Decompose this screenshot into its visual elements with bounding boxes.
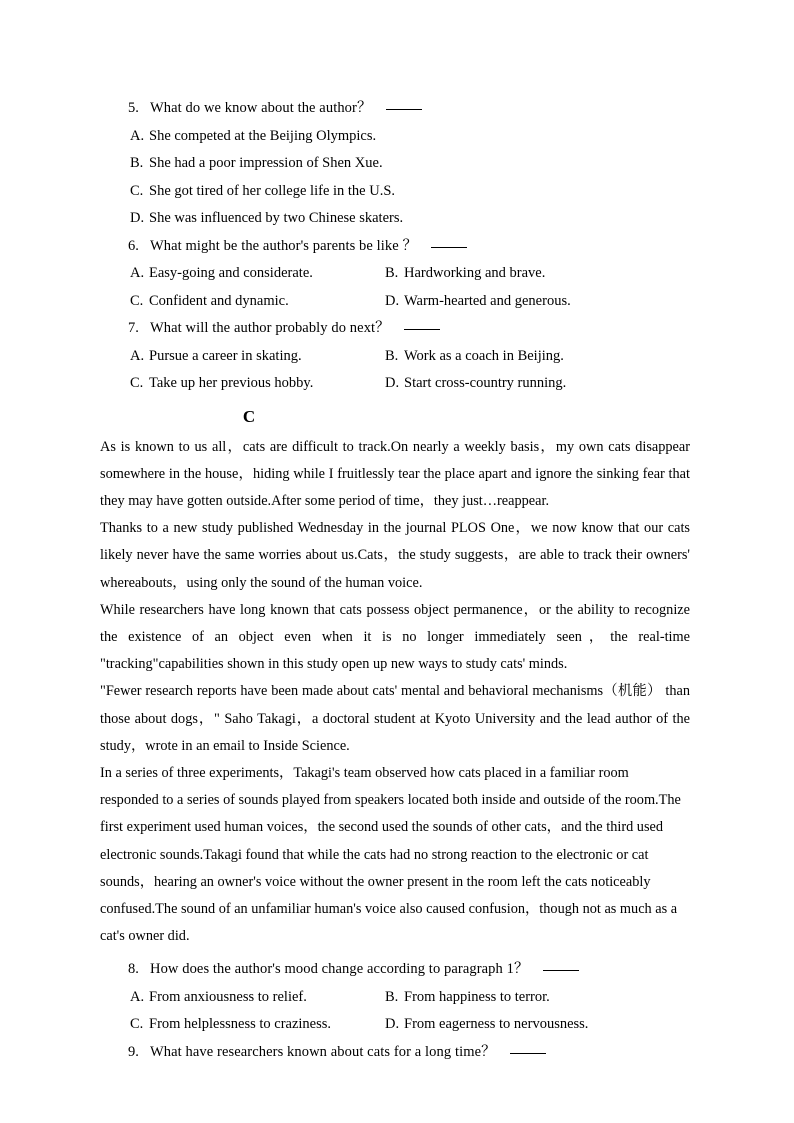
question-number-9: 9. — [128, 1043, 139, 1060]
option-text: Pursue a career in skating. — [149, 347, 302, 364]
option-letter: D. — [385, 292, 400, 309]
passage-paragraph-3: While researchers have long known that cats possess object permanence，or the ability to recognize the existence of an object even when it is no longer immediately seen，the real-time "tracking"capabilities shown in this study open up new ways to study cats' minds. — [100, 601, 690, 673]
passage-paragraph-1: As is known to us all，cats are difficult to track.On nearly a weekly basis，my own cats disappear somewhere in the house，hiding while I fruitlessly tear the place apart and ignore the sinking fear that they may have gotten outside.After some period of time，they just…reappear. — [100, 438, 690, 509]
option-7-d[interactable] — [385, 370, 566, 398]
option-text: Confident and dynamic. — [149, 292, 289, 309]
question-text-6: What might be the author's parents be like ？ — [150, 237, 418, 254]
question-number-8: 8. — [128, 961, 139, 978]
option-text: From happiness to terror. — [404, 988, 550, 1005]
question-stem-8 — [100, 956, 694, 984]
option-text: Work as a coach in Beijing. — [404, 347, 564, 364]
option-text: She was influenced by two Chinese skaters. — [149, 210, 404, 226]
option-6-d[interactable] — [385, 288, 571, 316]
option-5-d[interactable] — [100, 205, 694, 233]
option-row-8-ab — [100, 984, 694, 1012]
option-text: She got tired of her college life in the U.S. — [149, 182, 396, 199]
option-text: Start cross-country running. — [404, 375, 567, 391]
option-row-6-ab — [100, 260, 694, 288]
option-text: Hardworking and brave. — [404, 265, 546, 281]
question-number-5: 5. — [128, 100, 139, 116]
answer-blank-7[interactable] — [404, 319, 440, 330]
passage-paragraph-2: Thanks to a new study published Wednesday in the journal PLOS One，we now know that our cats likely never have the same worries about us.Cats，the study suggests，are able to track their owners' whereabouts，using only the sound of the human voice. — [100, 520, 690, 591]
option-letter: D. — [385, 1016, 400, 1033]
question-stem-5 — [100, 95, 694, 123]
question-block-8 — [100, 956, 694, 1039]
option-8-d[interactable] — [385, 1011, 588, 1039]
question-block-7 — [100, 315, 694, 398]
option-letter: D. — [385, 375, 400, 391]
option-letter: B. — [385, 347, 399, 364]
option-6-b[interactable] — [385, 260, 545, 288]
option-5-a[interactable] — [100, 123, 694, 151]
option-7-c[interactable] — [130, 375, 313, 391]
option-text: She had a poor impression of Shen Xue. — [149, 155, 383, 171]
answer-blank-5[interactable] — [386, 99, 422, 110]
passage-paragraph-5: In a series of three experiments，Takagi's team observed how cats placed in a familiar room responded to a series of sounds played from speakers located both inside and outside of the room.The first experiment used human voices，the second used the sounds of other cats，and the third used electronic sounds.Takagi found that while the cats had no strong reaction to the electronic or cat sounds，hearing an owner's voice without the owner present in the room left the cats noticeably confused.The sound of an unfamiliar human's voice also caused confusion，though not as much as a cat's owner did. — [100, 764, 681, 945]
reading-passage — [100, 434, 690, 951]
option-letter: D. — [130, 210, 145, 226]
option-row-6-cd — [100, 288, 694, 316]
question-text-7: What will the author probably do next？ — [150, 320, 390, 336]
option-8-c[interactable] — [130, 1016, 331, 1032]
option-letter: C. — [130, 292, 144, 309]
question-text-8: How does the author's mood change according to paragraph 1？ — [150, 961, 529, 978]
answer-blank-6[interactable] — [431, 237, 467, 248]
option-5-b[interactable] — [100, 150, 694, 178]
question-stem-6 — [100, 233, 694, 261]
option-text: She competed at the Beijing Olympics. — [149, 127, 377, 144]
option-letter: C. — [130, 1016, 144, 1033]
option-text: From eagerness to nervousness. — [404, 1016, 589, 1033]
option-8-a[interactable] — [130, 989, 307, 1005]
option-row-7-ab — [100, 343, 694, 371]
question-stem-9 — [100, 1039, 694, 1067]
option-text: From helplessness to craziness. — [149, 1016, 332, 1033]
question-number-7: 7. — [128, 320, 139, 336]
option-letter: B. — [385, 988, 399, 1005]
option-5-c[interactable] — [100, 178, 694, 206]
passage-paragraph-4: "Fewer research reports have been made about cats' mental and behavioral mechanisms（机能） than those about dogs，" Saho Takagi，a doctoral student at Kyoto University and the lead author of the study，wrote in an email to Inside Science. — [100, 683, 690, 754]
question-number-6: 6. — [128, 237, 139, 254]
option-letter: B. — [385, 265, 399, 281]
option-letter: B. — [130, 155, 144, 171]
option-letter: A. — [130, 988, 145, 1005]
option-7-a[interactable] — [130, 348, 302, 364]
option-letter: A. — [130, 127, 145, 144]
option-text: Take up her previous hobby. — [149, 375, 314, 391]
option-row-7-cd — [100, 370, 694, 398]
option-6-a[interactable] — [130, 265, 313, 281]
question-text-5: What do we know about the author？ — [150, 100, 372, 116]
question-block-9 — [100, 1039, 694, 1067]
question-text-9: What have researchers known about cats for a long time？ — [150, 1043, 496, 1060]
option-letter: C. — [130, 375, 144, 391]
answer-blank-8[interactable] — [543, 960, 579, 971]
option-text: Easy-going and considerate. — [149, 265, 313, 281]
option-letter: A. — [130, 347, 145, 364]
option-8-b[interactable] — [385, 984, 550, 1012]
option-letter: C. — [130, 182, 144, 199]
option-7-b[interactable] — [385, 343, 564, 371]
question-block-5 — [100, 95, 694, 233]
option-letter: A. — [130, 265, 145, 281]
option-text: From anxiousness to relief. — [149, 988, 307, 1005]
option-6-c[interactable] — [130, 293, 289, 309]
question-stem-7 — [100, 315, 694, 343]
section-heading-c: C — [242, 406, 256, 426]
question-block-6 — [100, 233, 694, 316]
option-row-8-cd — [100, 1011, 694, 1039]
answer-blank-9[interactable] — [510, 1043, 546, 1054]
option-text: Warm-hearted and generous. — [404, 292, 571, 309]
